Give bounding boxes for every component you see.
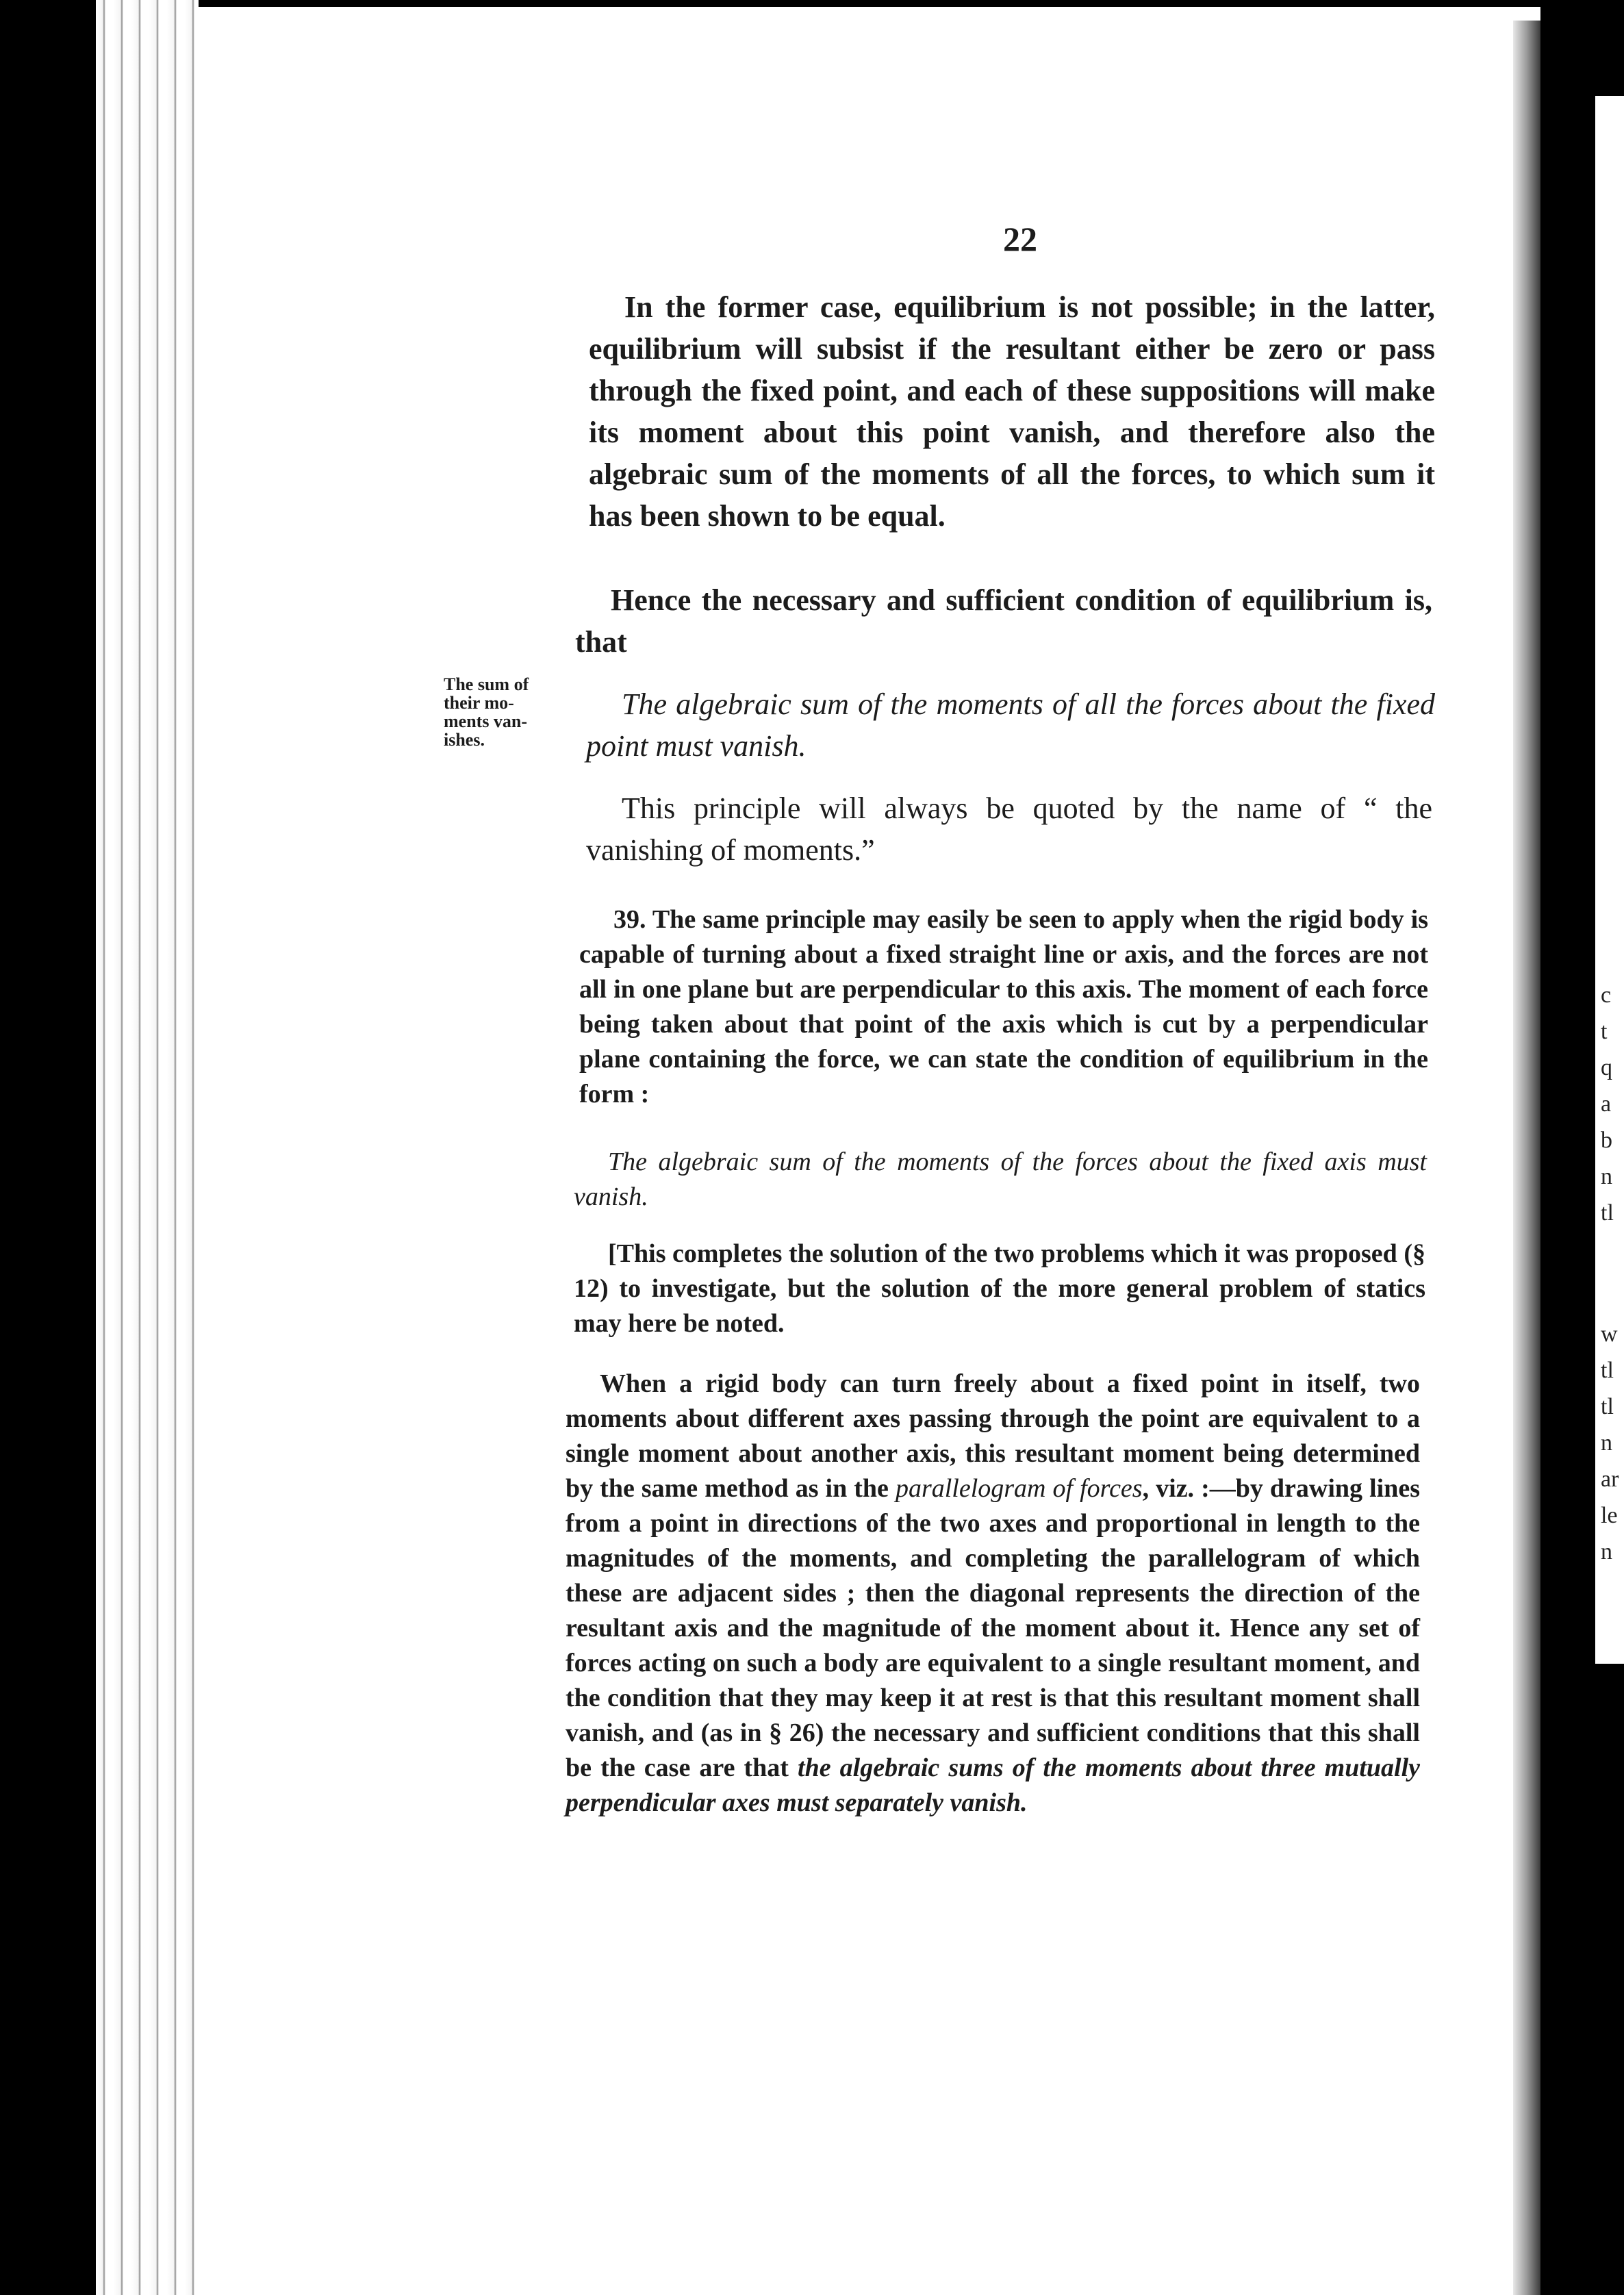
adjacent-page-fragment: n xyxy=(1601,1539,1612,1564)
general-condition-statement: the algebraic sums of the moments about three mutually perpendicular axes must separately vanish. xyxy=(566,1753,1420,1817)
page-number: 22 xyxy=(1003,220,1037,258)
axis-condition-statement: The algebraic sum of the moments of the forces about the fixed axis must vanish. xyxy=(574,1148,1427,1211)
adjacent-page-fragment: tl xyxy=(1601,1358,1614,1383)
side-note xyxy=(444,675,574,749)
side-note-line: their mo- xyxy=(444,693,514,713)
paragraph-necessary-condition: Hence the necessary and sufficient condition of equilibrium is, that xyxy=(575,583,1432,659)
adjacent-page-fragment: b xyxy=(1601,1128,1612,1153)
parallelogram-term: parallelogram of forces xyxy=(895,1474,1143,1503)
adjacent-page-fragment: ar xyxy=(1601,1467,1619,1492)
adjacent-page-fragment: q xyxy=(1601,1055,1612,1080)
adjacent-page-fragment: le xyxy=(1601,1503,1618,1528)
adjacent-page-sliver xyxy=(1595,96,1624,1664)
general-problem-text: When a rigid body can turn freely about a fixed point in itself, two moments about different axes passing through the point are equivalent to a single moment about another axis, this resultant moment being determined by the same method as in the xyxy=(566,1369,1420,1503)
section-39-paragraph: 39. The same principle may easily be seen to apply when the rigid body is capable of turning about a fixed straight line or axis, and the forces are not all in one plane but are perpendicular to this axis. The moment of each force being taken about that point of the axis which is cut by a perpendicular plane containing the force, we can state the condition of equilibrium in the form : xyxy=(579,905,1428,1108)
scan-border-top xyxy=(0,0,1624,7)
scan-border-left xyxy=(0,0,96,2295)
adjacent-page-fragment: c xyxy=(1601,982,1612,1008)
side-note-line: The sum of xyxy=(444,674,529,694)
adjacent-page-fragment: tl xyxy=(1601,1200,1614,1226)
adjacent-page-fragment: tl xyxy=(1601,1394,1614,1419)
side-note-line: ments van- xyxy=(444,711,528,731)
adjacent-page-fragment: w xyxy=(1601,1321,1618,1347)
paragraph-vanishing-of-moments: This principle will always be quoted by the name of “ the vanishing of moments.” xyxy=(586,791,1432,867)
adjacent-page-fragment: n xyxy=(1601,1164,1612,1189)
principle-statement: The algebraic sum of the moments of all the forces about the fixed point must vanish. xyxy=(586,687,1435,763)
adjacent-page-fragment: t xyxy=(1601,1019,1608,1044)
general-problem-text-cont: , viz. :—by drawing lines from a point in directions of the two axes and proportional in length to the magnitudes of the moments, and completing the parallelogram of which these are adjacent sides ; then the diagonal represents the direction of the resultant axis and the magnitude of the moment about it. Hence any set of forces acting on such a body are equivalent to a single resultant moment, and the condition that they may keep it at rest is that this resultant moment shall vanish, and (as in § 26) the necessary and sufficient conditions that this shall be the case are that xyxy=(566,1474,1420,1782)
book-page-edges xyxy=(96,0,199,2295)
adjacent-page-fragment: a xyxy=(1601,1091,1612,1117)
adjacent-page-fragment: n xyxy=(1601,1430,1612,1456)
paragraph-equilibrium-cases: In the former case, equilibrium is not possible; in the latter, equilibrium will subsist if the resultant either be zero or pass through the fixed point, and each of these suppositions will make its moment about this point vanish, and therefore also the algebraic sum of the moments of all the forces, to which sum it has been shown to be equal. xyxy=(589,290,1435,533)
general-problem-paragraph xyxy=(566,1367,1420,1821)
book-gutter-shadow xyxy=(1513,21,1540,2295)
bracketed-note-paragraph: [This completes the solution of the two problems which it was proposed (§ 12) to investigate, but the solution of the more general problem of statics may here be noted. xyxy=(574,1239,1425,1338)
side-note-line: ishes. xyxy=(444,730,485,750)
